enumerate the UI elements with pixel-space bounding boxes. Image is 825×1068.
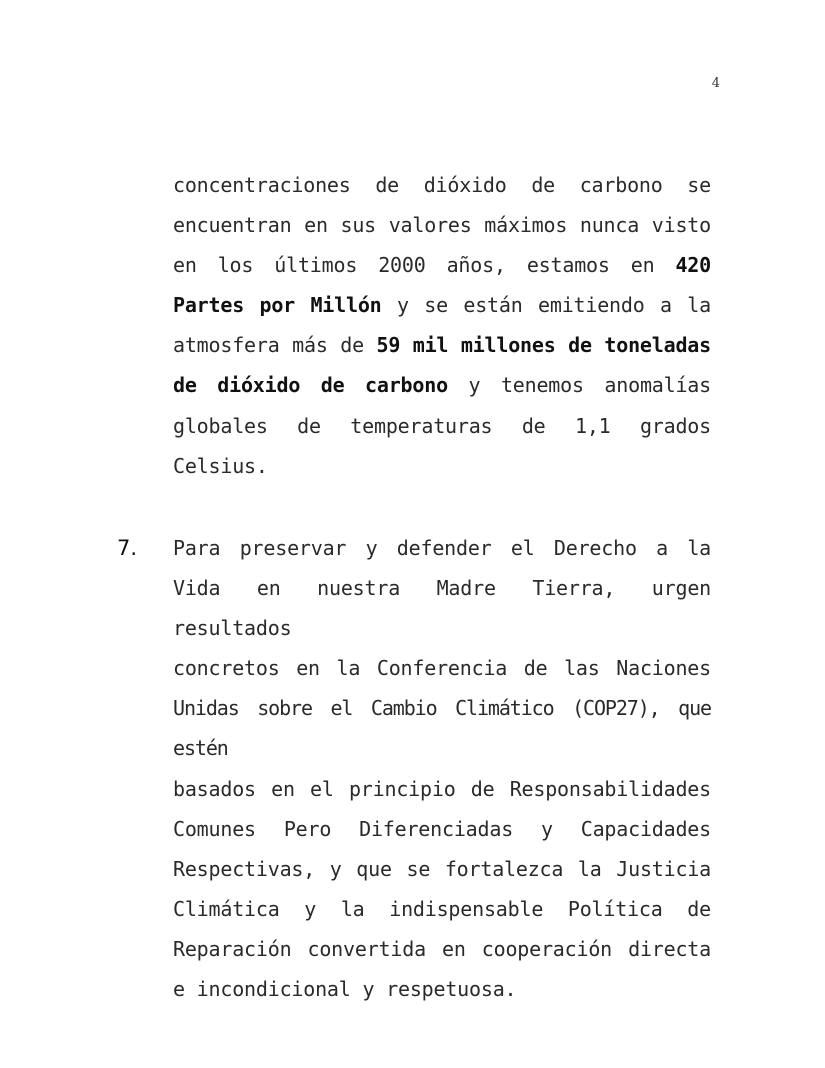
bold-text: de dióxido de carbono	[173, 373, 448, 398]
item-number: 7.	[117, 536, 138, 560]
text-line: Climática y la indispensable Política de	[173, 896, 711, 921]
text-line: Comunes Pero Diferenciadas y Capacidades	[173, 816, 711, 841]
text-line: globales de temperaturas de 1,1 grados	[173, 413, 711, 438]
text-line: concentraciones de dióxido de carbono se	[173, 173, 711, 197]
text-line: en los últimos 2000 años, estamos en 420	[173, 253, 711, 278]
text-line: Unidas sobre el Cambio Climático (COP27), que estén	[173, 696, 711, 761]
text-line: Celsius.	[173, 453, 268, 478]
text-line: basados en el principio de Responsabilidades	[173, 776, 711, 801]
bold-text: Partes por Millón	[173, 293, 382, 318]
page-number: 4	[711, 76, 720, 91]
paragraph-item-7	[173, 528, 711, 1009]
text-line: Vida en nuestra Madre Tierra, urgen resultados	[173, 576, 711, 641]
text-line: Partes por Millón y se están emitiendo a la	[173, 293, 711, 318]
text-line: encuentran en sus valores máximos nunca visto	[173, 213, 711, 238]
text-line: e incondicional y respetuosa.	[173, 977, 517, 1002]
bold-text: 420	[675, 253, 711, 278]
text-line: Respectivas, y que se fortalezca la Justicia	[173, 856, 711, 881]
text-line: de dióxido de carbono y tenemos anomalías	[173, 373, 711, 398]
text-line: atmosfera más de 59 mil millones de toneladas	[173, 333, 711, 358]
text-line: Reparación convertida en cooperación directa	[173, 936, 711, 961]
text-line: concretos en la Conferencia de las Naciones	[173, 656, 711, 681]
text-line: Para preservar y defender el Derecho a la	[173, 536, 711, 560]
paragraph-continued	[173, 165, 711, 486]
bold-text: 59 mil millones de toneladas	[376, 333, 711, 358]
